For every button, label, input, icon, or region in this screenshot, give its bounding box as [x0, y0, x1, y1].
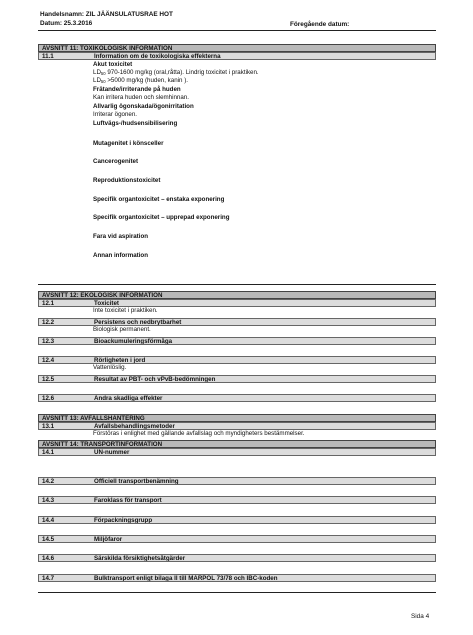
- skin-corrosion-text: Kan irritera huden och slemhinnan.: [93, 94, 189, 101]
- ld50-dermal: [93, 77, 188, 86]
- subsection-number: 12.5: [42, 376, 55, 383]
- ld-subscript: 50: [100, 79, 106, 84]
- ld50-oral-text: 970-1600 mg/kg (oral,råtta). Lindrig toxicitet i praktiken.: [105, 69, 259, 76]
- subsection-number: 12.3: [42, 338, 55, 345]
- subsection-12-3: [38, 337, 436, 345]
- subsection-title: Förpackningsgrupp: [94, 517, 153, 524]
- subsection-14-7: [38, 574, 436, 582]
- aspiration-hazard-heading: Fara vid aspiration: [93, 233, 149, 240]
- subsection-number: 12.1: [42, 300, 55, 307]
- trade-name: Handelsnamn: ZIL JÄÄNSULATUSRAE HOT: [40, 11, 173, 18]
- acute-toxicity-heading: Akut toxicitet: [93, 61, 133, 68]
- subsection-title: Information om de toxikologiska effekterna: [94, 53, 221, 60]
- ld-prefix: LD: [93, 77, 101, 84]
- skin-corrosion-heading: Frätande/irriterande på huden: [93, 86, 181, 93]
- subsection-title: Bioackumuleringsförmåga: [94, 338, 173, 345]
- section-13-header: AVSNITT 13: AVFALLSHANTERING: [38, 414, 436, 422]
- header-rule: [38, 30, 436, 31]
- carcinogenicity-heading: Cancerogenitet: [93, 158, 139, 165]
- subsection-12-1: [38, 299, 436, 307]
- subsection-14-6: [38, 554, 436, 562]
- page-number: Sida 4: [411, 613, 430, 620]
- subsection-14-4: [38, 516, 436, 524]
- subsection-number: 13.1: [42, 423, 55, 430]
- subsection-title: Officiell transportbenämning: [94, 478, 179, 485]
- subsection-13-1: [38, 422, 436, 430]
- eye-damage-heading: Allvarlig ögonskada/ögonirritation: [93, 103, 194, 110]
- subsection-14-5: [38, 535, 436, 543]
- subsection-title: Toxicitet: [94, 300, 119, 307]
- subsection-12-6: [38, 394, 436, 402]
- subsection-12-4: [38, 356, 436, 364]
- subsection-title: Särskilda försiktighetsåtgärder: [94, 555, 186, 562]
- subsection-title: Faroklass för transport: [94, 497, 162, 504]
- section-12-header: AVSNITT 12: EKOLOGISK INFORMATION: [38, 291, 436, 299]
- section-11-header: AVSNITT 11: TOXIKOLOGISK INFORMATION: [38, 44, 436, 52]
- subsection-number: 14.5: [42, 536, 55, 543]
- subsection-number: 12.6: [42, 395, 55, 402]
- subsection-12-2-text: Biologisk permanent.: [93, 326, 151, 333]
- other-information-heading: Annan information: [93, 252, 148, 259]
- subsection-title: Andra skadliga effekter: [94, 395, 163, 402]
- subsection-12-5: [38, 375, 436, 383]
- previous-date: Föregående datum:: [290, 21, 350, 28]
- subsection-11-1: [38, 52, 436, 60]
- subsection-12-2: [38, 318, 436, 326]
- sensitisation-heading: Luftvägs-/hudsensibilisering: [93, 120, 178, 127]
- subsection-number: 14.6: [42, 555, 55, 562]
- subsection-number: 14.1: [42, 449, 55, 456]
- section-rule: [38, 284, 436, 285]
- subsection-title: UN-nummer: [94, 449, 130, 456]
- subsection-title: Avfallsbehandlingsmetoder: [94, 423, 175, 430]
- subsection-14-2: [38, 477, 436, 485]
- subsection-title: Bulktransport enligt bilaga II till MARPOL 73/78 och IBC-koden: [94, 575, 278, 582]
- subsection-number: 11.1: [42, 53, 54, 60]
- subsection-number: 14.2: [42, 478, 55, 485]
- stot-single-heading: Specifik organtoxicitet – enstaka exponering: [93, 196, 225, 203]
- subsection-title: Miljöfaror: [94, 536, 123, 543]
- ld50-dermal-text: >5000 mg/kg (huden, kanin ).: [105, 77, 188, 84]
- subsection-title: Resultat av PBT- och vPvB-bedömningen: [94, 376, 216, 383]
- subsection-number: 14.4: [42, 517, 55, 524]
- subsection-number: 12.4: [42, 357, 55, 364]
- section-14-header: AVSNITT 14: TRANSPORTINFORMATION: [38, 440, 436, 448]
- subsection-12-1-text: Inte toxicitet i praktiken.: [93, 307, 158, 314]
- subsection-title: Persistens och nedbrytbarhet: [94, 319, 182, 326]
- subsection-12-4-text: Vattenlöslig.: [93, 364, 127, 371]
- ld-subscript: 50: [100, 71, 106, 76]
- subsection-number: 14.7: [42, 575, 55, 582]
- document-date: Datum: 25.3.2016: [40, 20, 93, 27]
- ld-prefix: LD: [93, 69, 101, 76]
- mutagenicity-heading: Mutagenitet i könsceller: [93, 140, 164, 147]
- stot-repeated-heading: Specifik organtoxicitet – upprepad exponering: [93, 214, 230, 221]
- subsection-14-3: [38, 496, 436, 504]
- subsection-14-1: [38, 448, 436, 456]
- subsection-13-1-text: Förstöras i enlighet med gällande avfallslag och myndigheters bestämmelser.: [93, 430, 305, 437]
- reproductive-toxicity-heading: Reproduktionstoxicitet: [93, 177, 161, 184]
- subsection-number: 12.2: [42, 319, 55, 326]
- subsection-title: Rörligheten i jord: [94, 357, 146, 364]
- eye-damage-text: Irriterar ögonen.: [93, 111, 138, 118]
- section-rule: [38, 592, 436, 593]
- subsection-number: 14.3: [42, 497, 55, 504]
